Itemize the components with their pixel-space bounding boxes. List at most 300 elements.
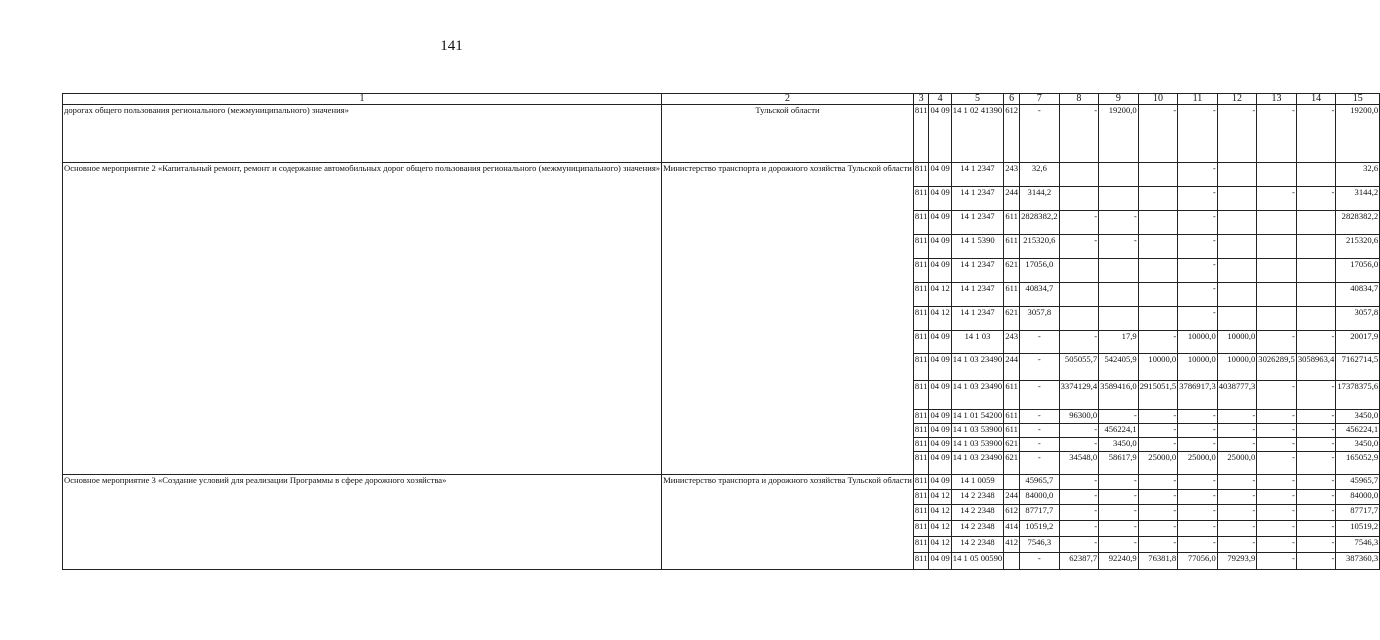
cell-c10: - xyxy=(1138,105,1178,163)
cell-c13: - xyxy=(1257,381,1297,410)
cell-c13: - xyxy=(1257,505,1297,521)
cell-c5: 14 2 2348 xyxy=(951,521,1003,537)
cell-c11: - xyxy=(1178,490,1218,505)
cell-c9: - xyxy=(1099,235,1139,259)
cell-c6: 243 xyxy=(1004,163,1020,187)
cell-c10 xyxy=(1138,235,1178,259)
cell-c10: 76381,8 xyxy=(1138,553,1178,570)
cell-c3: 811 xyxy=(913,424,929,438)
budget-table xyxy=(62,93,1380,570)
cell-c7: 3144,2 xyxy=(1020,187,1060,211)
cell-c7: - xyxy=(1020,424,1060,438)
cell-c4: 04 12 xyxy=(929,505,951,521)
cell-c14 xyxy=(1296,283,1336,307)
cell-c5: 14 1 03 23490 xyxy=(951,452,1003,475)
cell-c9: 19200,0 xyxy=(1099,105,1139,163)
cell-c3: 811 xyxy=(913,553,929,570)
cell-c12 xyxy=(1217,211,1257,235)
cell-c10: - xyxy=(1138,490,1178,505)
header-row xyxy=(63,94,1380,105)
cell-c14: - xyxy=(1296,331,1336,354)
column-header-4: 4 xyxy=(929,94,951,105)
cell-c4: 04 09 xyxy=(929,259,951,283)
cell-c4: 04 09 xyxy=(929,381,951,410)
cell-c5: 14 1 03 23490 xyxy=(951,354,1003,381)
cell-c8: - xyxy=(1059,475,1099,490)
cell-c4: 04 09 xyxy=(929,105,951,163)
cell-c8: 3374129,4 xyxy=(1059,381,1099,410)
cell-c15: 7546,3 xyxy=(1336,537,1380,553)
cell-c10: - xyxy=(1138,475,1178,490)
column-header-13: 13 xyxy=(1257,94,1297,105)
column-header-8: 8 xyxy=(1059,94,1099,105)
cell-c3: 811 xyxy=(913,475,929,490)
cell-c9: 542405,9 xyxy=(1099,354,1139,381)
cell-c13: - xyxy=(1257,438,1297,452)
column-header-1: 1 xyxy=(63,94,662,105)
cell-c11: - xyxy=(1178,211,1218,235)
cell-c7: 7546,3 xyxy=(1020,537,1060,553)
cell-c10: 10000,0 xyxy=(1138,354,1178,381)
cell-c7: 45965,7 xyxy=(1020,475,1060,490)
cell-c6: 612 xyxy=(1004,505,1020,521)
cell-c8: - xyxy=(1059,505,1099,521)
cell-c5: 14 1 0059 xyxy=(951,475,1003,490)
responsible-org: Министерство транспорта и дорожного хозяйства Тульской области xyxy=(662,163,914,475)
column-header-12: 12 xyxy=(1217,94,1257,105)
cell-c13 xyxy=(1257,259,1297,283)
cell-c9 xyxy=(1099,163,1139,187)
cell-c3: 811 xyxy=(913,381,929,410)
cell-c6: 611 xyxy=(1004,424,1020,438)
cell-c15: 10519,2 xyxy=(1336,521,1380,537)
cell-c4: 04 09 xyxy=(929,211,951,235)
cell-c4: 04 09 xyxy=(929,235,951,259)
cell-c7: 17056,0 xyxy=(1020,259,1060,283)
cell-c6: 621 xyxy=(1004,307,1020,331)
cell-c11: - xyxy=(1178,283,1218,307)
cell-c8 xyxy=(1059,259,1099,283)
cell-c10: - xyxy=(1138,410,1178,424)
page-number: 141 xyxy=(440,38,463,54)
cell-c15: 3450,0 xyxy=(1336,410,1380,424)
cell-c3: 811 xyxy=(913,163,929,187)
cell-c15: 215320,6 xyxy=(1336,235,1380,259)
cell-c12: - xyxy=(1217,105,1257,163)
responsible-org: Министерство транспорта и дорожного хозяйства Тульской области xyxy=(662,475,914,570)
cell-c15: 45965,7 xyxy=(1336,475,1380,490)
column-header-14: 14 xyxy=(1296,94,1336,105)
cell-c13: - xyxy=(1257,331,1297,354)
cell-c10: - xyxy=(1138,424,1178,438)
cell-c3: 811 xyxy=(913,410,929,424)
cell-c5: 14 1 2347 xyxy=(951,259,1003,283)
cell-c11: 77056,0 xyxy=(1178,553,1218,570)
cell-c14: - xyxy=(1296,424,1336,438)
cell-c6 xyxy=(1004,553,1020,570)
cell-c12: - xyxy=(1217,537,1257,553)
cell-c11: - xyxy=(1178,410,1218,424)
cell-c3: 811 xyxy=(913,438,929,452)
cell-c12: - xyxy=(1217,438,1257,452)
cell-c6: 611 xyxy=(1004,283,1020,307)
cell-c8 xyxy=(1059,187,1099,211)
cell-c6: 612 xyxy=(1004,105,1020,163)
cell-c6: 611 xyxy=(1004,235,1020,259)
cell-c3: 811 xyxy=(913,537,929,553)
cell-c9 xyxy=(1099,307,1139,331)
cell-c7: - xyxy=(1020,438,1060,452)
cell-c9: - xyxy=(1099,505,1139,521)
cell-c9: - xyxy=(1099,537,1139,553)
cell-c12: 4038777,3 xyxy=(1217,381,1257,410)
cell-c14 xyxy=(1296,259,1336,283)
cell-c14: - xyxy=(1296,490,1336,505)
cell-c14: - xyxy=(1296,537,1336,553)
cell-c15: 3450,0 xyxy=(1336,438,1380,452)
cell-c10: 25000,0 xyxy=(1138,452,1178,475)
cell-c9: 3450,0 xyxy=(1099,438,1139,452)
cell-c7: - xyxy=(1020,331,1060,354)
cell-c12 xyxy=(1217,259,1257,283)
cell-c8: - xyxy=(1059,105,1099,163)
cell-c11: - xyxy=(1178,505,1218,521)
cell-c15: 3057,8 xyxy=(1336,307,1380,331)
cell-c3: 811 xyxy=(913,452,929,475)
cell-c4: 04 09 xyxy=(929,187,951,211)
cell-c10: 2915051,5 xyxy=(1138,381,1178,410)
cell-c9: 58617,9 xyxy=(1099,452,1139,475)
cell-c7: 84000,0 xyxy=(1020,490,1060,505)
cell-c6: 414 xyxy=(1004,521,1020,537)
cell-c15: 7162714,5 xyxy=(1336,354,1380,381)
cell-c9 xyxy=(1099,259,1139,283)
cell-c13 xyxy=(1257,211,1297,235)
cell-c4: 04 09 xyxy=(929,410,951,424)
cell-c6: 244 xyxy=(1004,490,1020,505)
cell-c6: 611 xyxy=(1004,381,1020,410)
activity-name: Основное мероприятие 2 «Капитальный ремонт, ремонт и содержание автомобильных дорог общего пользования регионального (межмуниципального) значения» xyxy=(63,163,662,475)
cell-c3: 811 xyxy=(913,505,929,521)
cell-c15: 20017,9 xyxy=(1336,331,1380,354)
cell-c6: 611 xyxy=(1004,211,1020,235)
cell-c5: 14 1 01 54200 xyxy=(951,410,1003,424)
cell-c14 xyxy=(1296,163,1336,187)
cell-c14: 3058963,4 xyxy=(1296,354,1336,381)
cell-c3: 811 xyxy=(913,331,929,354)
cell-c12: 10000,0 xyxy=(1217,331,1257,354)
cell-c15: 165052,9 xyxy=(1336,452,1380,475)
cell-c4: 04 12 xyxy=(929,537,951,553)
cell-c14: - xyxy=(1296,475,1336,490)
cell-c10 xyxy=(1138,283,1178,307)
cell-c14: - xyxy=(1296,410,1336,424)
cell-c3: 811 xyxy=(913,521,929,537)
cell-c7: 2828382,2 xyxy=(1020,211,1060,235)
cell-c15: 2828382,2 xyxy=(1336,211,1380,235)
cell-c13: - xyxy=(1257,105,1297,163)
cell-c10: - xyxy=(1138,438,1178,452)
cell-c12: 79293,9 xyxy=(1217,553,1257,570)
cell-c7: - xyxy=(1020,354,1060,381)
cell-c15: 32,6 xyxy=(1336,163,1380,187)
cell-c8: - xyxy=(1059,521,1099,537)
cell-c4: 04 12 xyxy=(929,521,951,537)
activity-name: дорогах общего пользования регионального (межмуниципального) значения» xyxy=(63,105,662,163)
cell-c13 xyxy=(1257,307,1297,331)
cell-c11: - xyxy=(1178,163,1218,187)
cell-c10: - xyxy=(1138,331,1178,354)
cell-c11: - xyxy=(1178,521,1218,537)
activity-name: Основное мероприятие 3 «Создание условий для реализации Программы в сфере дорожного хозяйства» xyxy=(63,475,662,570)
cell-c5: 14 1 03 53900 xyxy=(951,424,1003,438)
cell-c13: 3026289,5 xyxy=(1257,354,1297,381)
cell-c7: 10519,2 xyxy=(1020,521,1060,537)
cell-c8 xyxy=(1059,163,1099,187)
cell-c12: 10000,0 xyxy=(1217,354,1257,381)
cell-c12 xyxy=(1217,307,1257,331)
cell-c4: 04 09 xyxy=(929,475,951,490)
cell-c4: 04 09 xyxy=(929,438,951,452)
column-header-15: 15 xyxy=(1336,94,1380,105)
table-row xyxy=(63,105,1380,163)
cell-c3: 811 xyxy=(913,259,929,283)
cell-c10 xyxy=(1138,211,1178,235)
cell-c15: 17378375,6 xyxy=(1336,381,1380,410)
cell-c7: 3057,8 xyxy=(1020,307,1060,331)
cell-c9: - xyxy=(1099,475,1139,490)
cell-c6: 621 xyxy=(1004,259,1020,283)
cell-c5: 14 2 2348 xyxy=(951,490,1003,505)
cell-c7: - xyxy=(1020,410,1060,424)
cell-c8: - xyxy=(1059,211,1099,235)
cell-c6: 412 xyxy=(1004,537,1020,553)
cell-c13: - xyxy=(1257,553,1297,570)
cell-c15: 3144,2 xyxy=(1336,187,1380,211)
column-header-9: 9 xyxy=(1099,94,1139,105)
column-header-2: 2 xyxy=(662,94,914,105)
cell-c13: - xyxy=(1257,521,1297,537)
cell-c3: 811 xyxy=(913,187,929,211)
cell-c12: - xyxy=(1217,505,1257,521)
cell-c7: 215320,6 xyxy=(1020,235,1060,259)
cell-c4: 04 09 xyxy=(929,553,951,570)
cell-c14 xyxy=(1296,307,1336,331)
cell-c13 xyxy=(1257,163,1297,187)
cell-c12: - xyxy=(1217,410,1257,424)
cell-c9 xyxy=(1099,283,1139,307)
cell-c14: - xyxy=(1296,187,1336,211)
cell-c13: - xyxy=(1257,410,1297,424)
cell-c13: - xyxy=(1257,537,1297,553)
cell-c11: 25000,0 xyxy=(1178,452,1218,475)
cell-c4: 04 12 xyxy=(929,490,951,505)
cell-c5: 14 2 2348 xyxy=(951,505,1003,521)
cell-c4: 04 09 xyxy=(929,424,951,438)
cell-c9: - xyxy=(1099,490,1139,505)
cell-c5: 14 1 2347 xyxy=(951,163,1003,187)
cell-c4: 04 09 xyxy=(929,354,951,381)
cell-c11: 3786917,3 xyxy=(1178,381,1218,410)
cell-c8: - xyxy=(1059,331,1099,354)
cell-c7: 40834,7 xyxy=(1020,283,1060,307)
cell-c9: 3589416,0 xyxy=(1099,381,1139,410)
table-row xyxy=(63,475,1380,490)
cell-c8 xyxy=(1059,307,1099,331)
cell-c13: - xyxy=(1257,475,1297,490)
cell-c9: 92240,9 xyxy=(1099,553,1139,570)
cell-c8: - xyxy=(1059,537,1099,553)
cell-c5: 14 1 2347 xyxy=(951,307,1003,331)
cell-c10: - xyxy=(1138,537,1178,553)
cell-c13: - xyxy=(1257,452,1297,475)
cell-c3: 811 xyxy=(913,490,929,505)
cell-c14 xyxy=(1296,211,1336,235)
cell-c10 xyxy=(1138,187,1178,211)
cell-c15: 84000,0 xyxy=(1336,490,1380,505)
cell-c3: 811 xyxy=(913,105,929,163)
cell-c7: - xyxy=(1020,105,1060,163)
cell-c5: 14 1 5390 xyxy=(951,235,1003,259)
responsible-org: Тульской области xyxy=(662,105,914,163)
cell-c5: 14 1 03 53900 xyxy=(951,438,1003,452)
column-header-11: 11 xyxy=(1178,94,1218,105)
cell-c12 xyxy=(1217,235,1257,259)
cell-c12: - xyxy=(1217,521,1257,537)
cell-c11: - xyxy=(1178,537,1218,553)
cell-c12: - xyxy=(1217,424,1257,438)
cell-c5: 14 1 2347 xyxy=(951,187,1003,211)
cell-c6: 621 xyxy=(1004,452,1020,475)
cell-c6: 611 xyxy=(1004,410,1020,424)
cell-c4: 04 12 xyxy=(929,307,951,331)
cell-c6: 244 xyxy=(1004,187,1020,211)
cell-c14: - xyxy=(1296,381,1336,410)
cell-c11: - xyxy=(1178,424,1218,438)
cell-c8: - xyxy=(1059,438,1099,452)
cell-c7: 32,6 xyxy=(1020,163,1060,187)
cell-c3: 811 xyxy=(913,235,929,259)
column-header-7: 7 xyxy=(1020,94,1060,105)
column-header-3: 3 xyxy=(913,94,929,105)
cell-c6: 244 xyxy=(1004,354,1020,381)
cell-c12: 25000,0 xyxy=(1217,452,1257,475)
cell-c13 xyxy=(1257,235,1297,259)
cell-c5: 14 1 2347 xyxy=(951,283,1003,307)
cell-c9: 456224,1 xyxy=(1099,424,1139,438)
cell-c10 xyxy=(1138,307,1178,331)
cell-c7: - xyxy=(1020,381,1060,410)
cell-c3: 811 xyxy=(913,307,929,331)
cell-c15: 456224,1 xyxy=(1336,424,1380,438)
cell-c8: 34548,0 xyxy=(1059,452,1099,475)
cell-c14: - xyxy=(1296,438,1336,452)
table-row xyxy=(63,163,1380,187)
cell-c14: - xyxy=(1296,553,1336,570)
cell-c5: 14 1 02 41390 xyxy=(951,105,1003,163)
cell-c14 xyxy=(1296,235,1336,259)
cell-c10: - xyxy=(1138,505,1178,521)
cell-c11: - xyxy=(1178,105,1218,163)
cell-c14: - xyxy=(1296,105,1336,163)
column-header-10: 10 xyxy=(1138,94,1178,105)
cell-c4: 04 12 xyxy=(929,283,951,307)
cell-c5: 14 1 03 xyxy=(951,331,1003,354)
cell-c14: - xyxy=(1296,505,1336,521)
cell-c9 xyxy=(1099,187,1139,211)
cell-c11: - xyxy=(1178,307,1218,331)
cell-c8: - xyxy=(1059,235,1099,259)
cell-c12 xyxy=(1217,283,1257,307)
cell-c11: - xyxy=(1178,187,1218,211)
cell-c13: - xyxy=(1257,490,1297,505)
cell-c4: 04 09 xyxy=(929,452,951,475)
cell-c10: - xyxy=(1138,521,1178,537)
cell-c11: - xyxy=(1178,235,1218,259)
cell-c3: 811 xyxy=(913,354,929,381)
column-header-5: 5 xyxy=(951,94,1003,105)
cell-c7: 87717,7 xyxy=(1020,505,1060,521)
cell-c12: - xyxy=(1217,475,1257,490)
cell-c15: 387360,3 xyxy=(1336,553,1380,570)
cell-c3: 811 xyxy=(913,283,929,307)
cell-c9: - xyxy=(1099,521,1139,537)
cell-c9: 17,9 xyxy=(1099,331,1139,354)
cell-c15: 87717,7 xyxy=(1336,505,1380,521)
column-header-6: 6 xyxy=(1004,94,1020,105)
cell-c8: 96300,0 xyxy=(1059,410,1099,424)
cell-c11: - xyxy=(1178,259,1218,283)
cell-c8: - xyxy=(1059,490,1099,505)
cell-c6: 243 xyxy=(1004,331,1020,354)
cell-c8: 62387,7 xyxy=(1059,553,1099,570)
cell-c6: 621 xyxy=(1004,438,1020,452)
cell-c10 xyxy=(1138,259,1178,283)
cell-c12: - xyxy=(1217,490,1257,505)
cell-c11: 10000,0 xyxy=(1178,331,1218,354)
cell-c5: 14 2 2348 xyxy=(951,537,1003,553)
cell-c11: - xyxy=(1178,475,1218,490)
cell-c7: - xyxy=(1020,553,1060,570)
cell-c5: 14 1 2347 xyxy=(951,211,1003,235)
cell-c14: - xyxy=(1296,452,1336,475)
cell-c9: - xyxy=(1099,211,1139,235)
cell-c12 xyxy=(1217,187,1257,211)
cell-c3: 811 xyxy=(913,211,929,235)
cell-c4: 04 09 xyxy=(929,331,951,354)
cell-c13 xyxy=(1257,283,1297,307)
cell-c15: 19200,0 xyxy=(1336,105,1380,163)
cell-c14: - xyxy=(1296,521,1336,537)
cell-c13: - xyxy=(1257,424,1297,438)
cell-c11: 10000,0 xyxy=(1178,354,1218,381)
cell-c6 xyxy=(1004,475,1020,490)
cell-c7: - xyxy=(1020,452,1060,475)
cell-c5: 14 1 03 23490 xyxy=(951,381,1003,410)
cell-c13: - xyxy=(1257,187,1297,211)
cell-c11: - xyxy=(1178,438,1218,452)
cell-c5: 14 1 05 00590 xyxy=(951,553,1003,570)
cell-c9: - xyxy=(1099,410,1139,424)
cell-c8 xyxy=(1059,283,1099,307)
cell-c12 xyxy=(1217,163,1257,187)
cell-c10 xyxy=(1138,163,1178,187)
cell-c15: 17056,0 xyxy=(1336,259,1380,283)
cell-c4: 04 09 xyxy=(929,163,951,187)
cell-c8: - xyxy=(1059,424,1099,438)
cell-c8: 505055,7 xyxy=(1059,354,1099,381)
cell-c15: 40834,7 xyxy=(1336,283,1380,307)
